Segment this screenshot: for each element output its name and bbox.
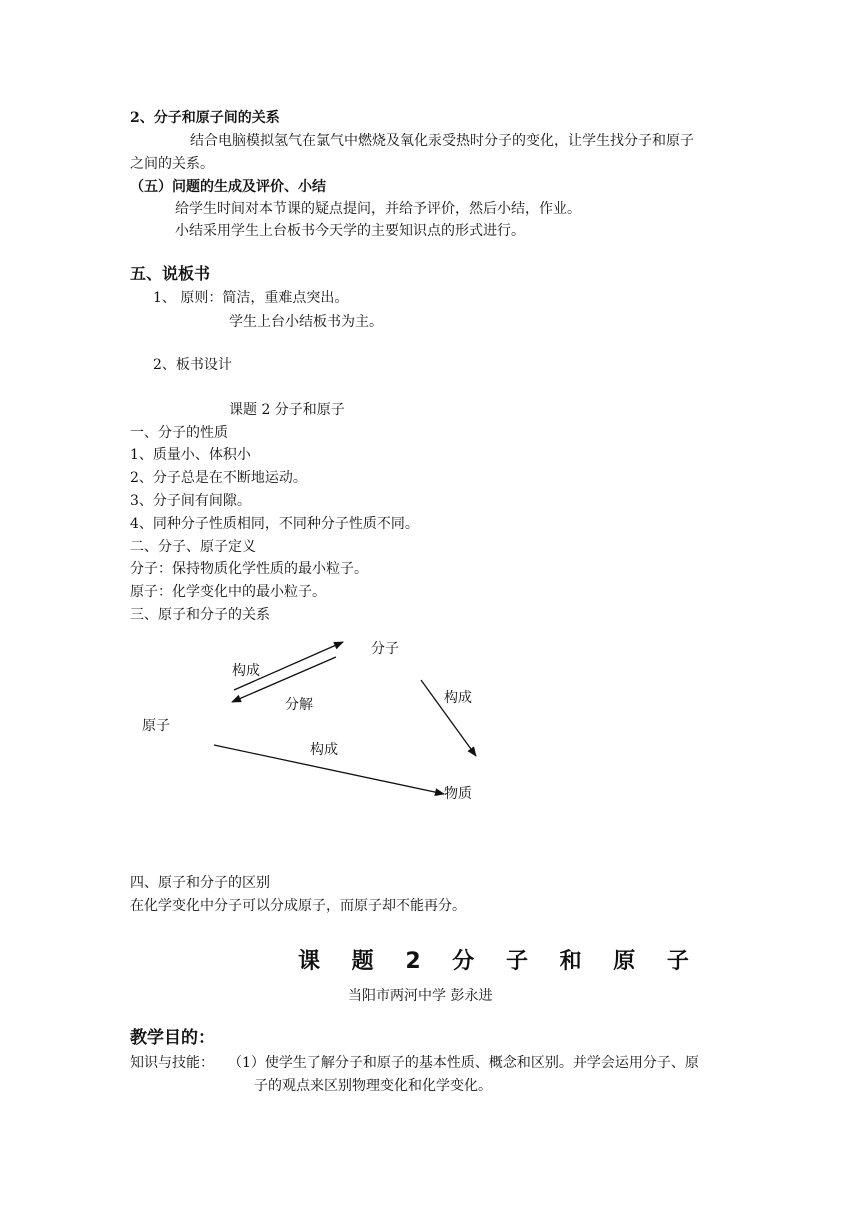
lesson-title: 课 题 2 分 子 和 原 子 xyxy=(298,949,701,974)
board-item: 一、分子的性质 xyxy=(130,425,228,441)
board-item: 分子：保持物质化学性质的最小粒子。 xyxy=(130,561,368,577)
node-atom: 原子 xyxy=(142,718,170,734)
label-compose: 构成 xyxy=(232,663,260,679)
node-substance: 物质 xyxy=(444,786,472,802)
section-heading: 五、说板书 xyxy=(130,264,211,283)
board-item: 原子：化学变化中的最小粒子。 xyxy=(130,584,326,600)
board-item: 二、分子、原子定义 xyxy=(130,539,256,555)
board-item: 三、原子和分子的关系 xyxy=(130,607,270,623)
label-decompose: 分解 xyxy=(285,697,313,713)
knowledge-line: （1）使学生了解分子和原子的基本性质、概念和区别。并学会运用分子、原 xyxy=(228,1055,699,1071)
paragraph-line: 在化学变化中分子可以分成原子，而原子却不能再分。 xyxy=(130,898,466,914)
board-item: 4、同种分子性质相同，不同种分子性质不同。 xyxy=(130,516,419,532)
paragraph-line: 结合电脑模拟氢气在氯气中燃烧及氧化汞受热时分子的变化，让学生找分子和原子 xyxy=(190,133,694,149)
board-item: 1、质量小、体积小 xyxy=(130,447,251,463)
board-design-label: 2、板书设计 xyxy=(153,357,232,373)
label-compose: 构成 xyxy=(444,690,472,706)
board-item: 2、分子总是在不断地运动。 xyxy=(130,470,307,486)
objectives-heading: 教学目的： xyxy=(130,1028,215,1048)
label-compose: 构成 xyxy=(310,742,338,758)
knowledge-line: 子的观点来区别物理变化和化学变化。 xyxy=(254,1078,492,1094)
paragraph-line: 给学生时间对本节课的疑点提问，并给予评价，然后小结，作业。 xyxy=(175,201,581,217)
lesson-author: 当阳市两河中学 彭永进 xyxy=(348,988,493,1004)
paragraph-line: 小结采用学生上台板书今天学的主要知识点的形式进行。 xyxy=(175,223,525,239)
node-molecule: 分子 xyxy=(371,641,399,657)
board-item: 3、分子间有间隙。 xyxy=(130,493,251,509)
section-heading: 2、分子和原子间的关系 xyxy=(130,110,280,126)
board-principle-cont: 学生上台小结板书为主。 xyxy=(229,314,383,330)
board-design-title: 课题 2 分子和原子 xyxy=(229,402,345,418)
knowledge-label: 知识与技能： xyxy=(130,1055,214,1071)
section-heading: 四、原子和分子的区别 xyxy=(130,875,270,891)
section-heading: （五）问题的生成及评价、小结 xyxy=(130,179,326,195)
paragraph-line: 之间的关系。 xyxy=(130,156,214,172)
board-principle: 1、 原则：简洁，重难点突出。 xyxy=(153,290,349,306)
